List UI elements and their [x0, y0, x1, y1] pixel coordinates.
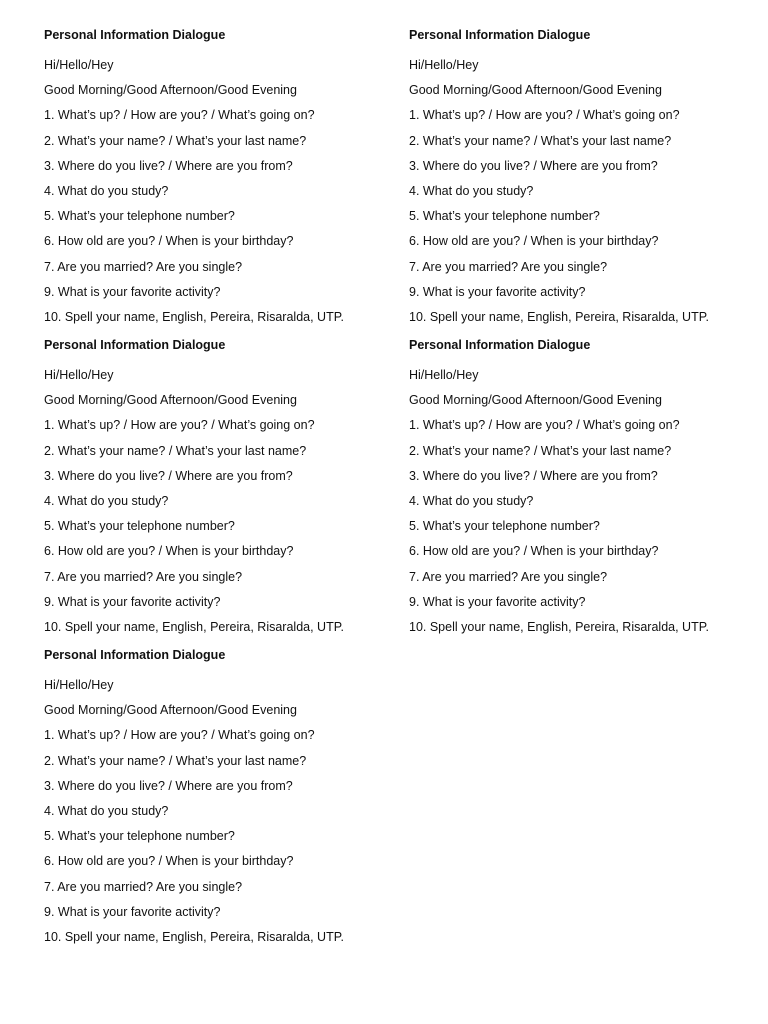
- question-9: 9. What is your favorite activity?: [44, 594, 221, 609]
- question-3: 3. Where do you live? / Where are you from?: [44, 778, 293, 793]
- question-2: 2. What’s your name? / What’s your last name?: [44, 753, 307, 768]
- question-4: 4. What do you study?: [44, 493, 169, 508]
- greeting-line: Hi/Hello/Hey: [44, 678, 114, 692]
- greeting-line: Hi/Hello/Hey: [409, 368, 479, 382]
- question-5: 5. What’s your telephone number?: [409, 209, 600, 224]
- question-10: 10. Spell your name, English, Pereira, Risaralda, UTP.: [44, 929, 344, 944]
- greeting-line: Hi/Hello/Hey: [409, 58, 479, 72]
- card-title: Personal Information Dialogue: [409, 338, 591, 352]
- question-2: 2. What’s your name? / What’s your last name?: [409, 443, 672, 458]
- question-10: 10. Spell your name, English, Pereira, Risaralda, UTP.: [44, 309, 344, 324]
- question-10: 10. Spell your name, English, Pereira, Risaralda, UTP.: [409, 309, 709, 324]
- card-title: Personal Information Dialogue: [44, 338, 226, 352]
- question-4: 4. What do you study?: [409, 183, 534, 198]
- question-4: 4. What do you study?: [44, 183, 169, 198]
- question-1: 1. What’s up? / How are you? / What’s going on?: [44, 728, 315, 743]
- dialogue-card-3: [44, 337, 384, 635]
- question-9: 9. What is your favorite activity?: [44, 284, 221, 299]
- question-4: 4. What do you study?: [44, 803, 169, 818]
- question-2: 2. What’s your name? / What’s your last name?: [409, 133, 672, 148]
- card-title: Personal Information Dialogue: [44, 28, 226, 42]
- question-1: 1. What’s up? / How are you? / What’s going on?: [409, 418, 680, 433]
- question-7: 7. Are you married? Are you single?: [409, 259, 608, 274]
- question-1: 1. What’s up? / How are you? / What’s going on?: [409, 108, 680, 123]
- dialogue-card-5: [44, 647, 384, 945]
- question-4: 4. What do you study?: [409, 493, 534, 508]
- question-3: 3. Where do you live? / Where are you from?: [44, 158, 293, 173]
- question-5: 5. What’s your telephone number?: [44, 829, 235, 844]
- question-7: 7. Are you married? Are you single?: [44, 569, 243, 584]
- question-6: 6. How old are you? / When is your birthday?: [44, 234, 294, 249]
- question-9: 9. What is your favorite activity?: [44, 904, 221, 919]
- question-9: 9. What is your favorite activity?: [409, 594, 586, 609]
- card-title: Personal Information Dialogue: [44, 648, 226, 662]
- question-10: 10. Spell your name, English, Pereira, Risaralda, UTP.: [409, 619, 709, 634]
- card-title: Personal Information Dialogue: [409, 28, 591, 42]
- question-6: 6. How old are you? / When is your birthday?: [44, 854, 294, 869]
- question-9: 9. What is your favorite activity?: [409, 284, 586, 299]
- question-10: 10. Spell your name, English, Pereira, Risaralda, UTP.: [44, 619, 344, 634]
- question-5: 5. What’s your telephone number?: [44, 519, 235, 534]
- card-body: [409, 57, 749, 325]
- time-greeting-line: Good Morning/Good Afternoon/Good Evening: [409, 83, 662, 98]
- dialogue-card-2: [409, 27, 749, 325]
- time-greeting-line: Good Morning/Good Afternoon/Good Evening: [44, 703, 297, 718]
- card-body: [44, 57, 384, 325]
- dialogue-card-1: [44, 27, 384, 325]
- question-6: 6. How old are you? / When is your birthday?: [409, 544, 659, 559]
- time-greeting-line: Good Morning/Good Afternoon/Good Evening: [44, 393, 297, 408]
- dialogue-card-4: [409, 337, 749, 635]
- question-5: 5. What’s your telephone number?: [44, 209, 235, 224]
- question-3: 3. Where do you live? / Where are you from?: [44, 468, 293, 483]
- greeting-line: Hi/Hello/Hey: [44, 368, 114, 382]
- question-5: 5. What’s your telephone number?: [409, 519, 600, 534]
- time-greeting-line: Good Morning/Good Afternoon/Good Evening: [409, 393, 662, 408]
- question-1: 1. What’s up? / How are you? / What’s going on?: [44, 418, 315, 433]
- question-2: 2. What’s your name? / What’s your last name?: [44, 133, 307, 148]
- question-3: 3. Where do you live? / Where are you from?: [409, 468, 658, 483]
- question-7: 7. Are you married? Are you single?: [44, 259, 243, 274]
- question-3: 3. Where do you live? / Where are you from?: [409, 158, 658, 173]
- greeting-line: Hi/Hello/Hey: [44, 58, 114, 72]
- question-1: 1. What’s up? / How are you? / What’s going on?: [44, 108, 315, 123]
- question-6: 6. How old are you? / When is your birthday?: [44, 544, 294, 559]
- question-7: 7. Are you married? Are you single?: [409, 569, 608, 584]
- question-6: 6. How old are you? / When is your birthday?: [409, 234, 659, 249]
- card-body: [44, 677, 384, 945]
- card-body: [44, 367, 384, 635]
- time-greeting-line: Good Morning/Good Afternoon/Good Evening: [44, 83, 297, 98]
- card-body: [409, 367, 749, 635]
- question-2: 2. What’s your name? / What’s your last name?: [44, 443, 307, 458]
- question-7: 7. Are you married? Are you single?: [44, 879, 243, 894]
